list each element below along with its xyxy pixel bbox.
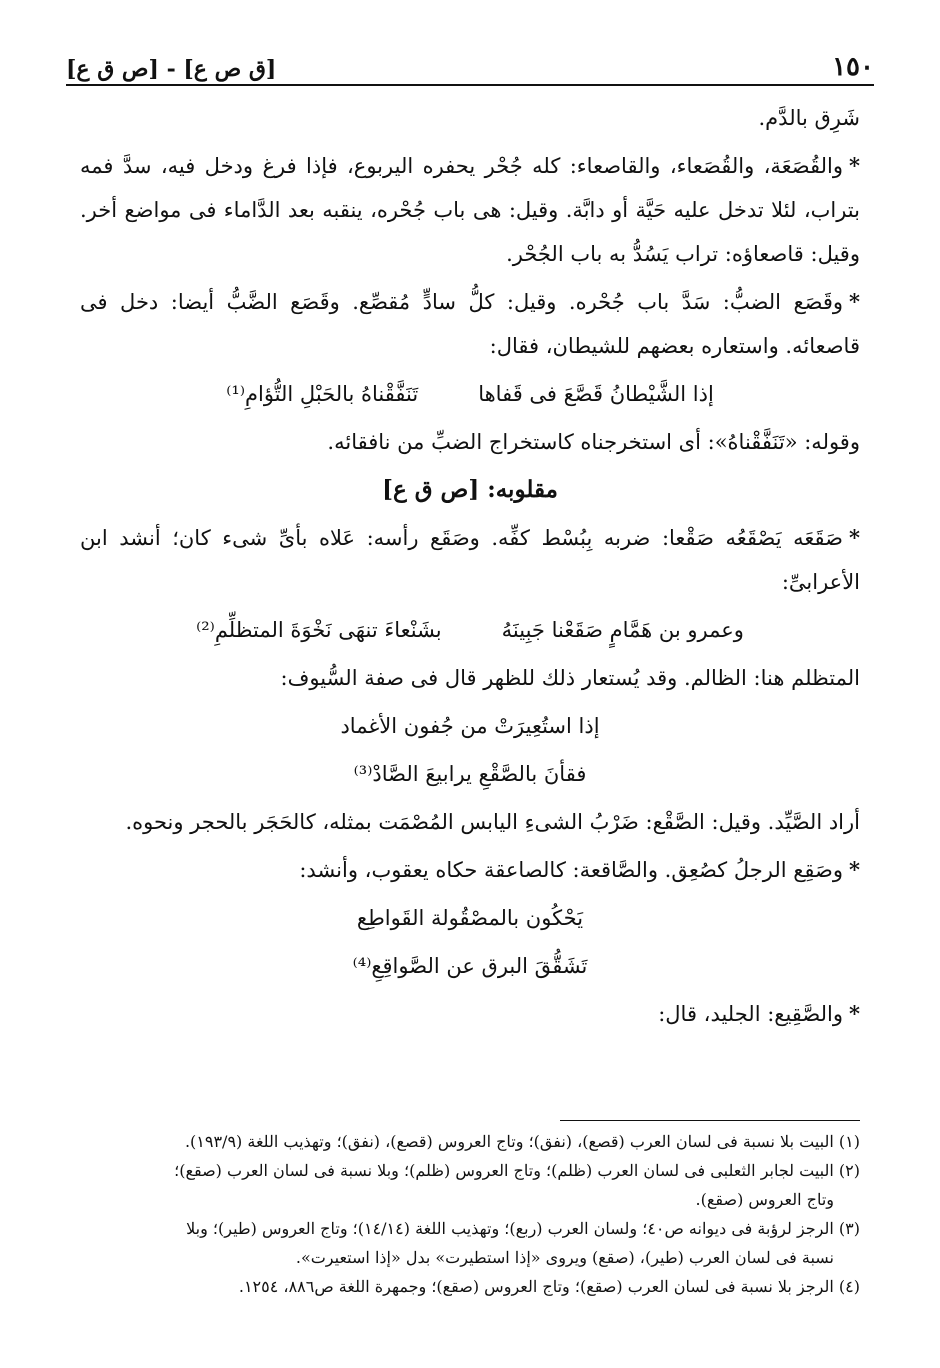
verse-couplet: [80, 608, 860, 652]
paragraph: وقوله: «تَنَفَّقْناهُ»: أى استخرجناه كاستخراج الضبِّ من نافقائه.: [327, 430, 860, 454]
verse-line: تَشَقُّقَ البرق عن الصَّواقِعِ⁽⁴⁾: [352, 954, 588, 978]
paragraph: [80, 280, 860, 368]
paragraph: [80, 848, 860, 892]
paragraph: [80, 992, 860, 1036]
paragraph: [80, 144, 860, 276]
star-marker: *: [849, 153, 860, 178]
footnote: (٢) البيت لجابر الثعلبى فى لسان العرب (ظلم)؛ وتاج العروس (ظلم)؛ وبلا نسبة فى لسان العرب (صقع)؛: [174, 1161, 860, 1180]
verse-hemistich-first: إذا الشَّيْطانُ قَصَّعَ فى قَفاها: [478, 382, 714, 406]
star-marker: *: [849, 289, 860, 314]
section-title: مقلوبه: [ص ق ع]: [382, 476, 558, 503]
star-marker: *: [849, 525, 860, 550]
verse-line: يَحْكُون بالمصْقُولة القَواطِع: [356, 906, 584, 930]
paragraph-text: والقُصَعَة، والقُصَعاء، والقاصعاء: كله جُحْر يحفره اليربوع، فإذا فرغ ودخل فيه، سدَّ فمه بتراب، لئلا تدخل عليه حَيَّة أو دابَّة. وقيل: هى باب جُحْره، ينقبه بعد الدَّاماء فى مواضع أخر. وقيل: قاصعاؤه: تراب يَسُدُّ به باب الجُحْر.: [80, 154, 860, 266]
page-header: [66, 38, 874, 86]
footnote-continuation: وتاج العروس (صقع).: [695, 1190, 834, 1209]
footnote-continuation: نسبة فى لسان العرب (طير)، (صقع) ويروى «إذا استطيرت» بدل «إذا استعيرت».: [295, 1248, 834, 1267]
verse-couplet: [80, 372, 860, 416]
verse-hemistich-second: تَنَفَّقْناهُ بالحَبْلِ التُّؤامِ⁽¹⁾: [226, 382, 419, 406]
paragraph: أراد الصَّيِّد. وقيل: الصَّقْع: ضَرْبُ الشىءِ اليابس المُصْمَت بمثله، كالحَجَر بالحجر ونحوه.: [125, 810, 860, 834]
page-number: ١٥٠: [832, 52, 874, 82]
paragraph: المتظلم هنا: الظالم. وقد يُستعار ذلك للظهر قال فى صفة السُّيوف:: [280, 666, 860, 690]
running-head: [ق ص ع] - [ص ق ع]: [66, 56, 277, 82]
paragraph-text: وقَصَع الضبُّ: سَدَّ باب جُحْره. وقيل: كلُّ سادٍّ مُقصِّع. وقَصَع الضَّبُّ أيضا: دخل فى قاصعائه. واستعاره بعضهم للشيطان، فقال:: [80, 290, 860, 358]
verse-line: إذا استُعِيرَتْ من جُفون الأغماد: [340, 714, 600, 738]
verse-hemistich-second: بشَنْعاءَ تنهَى نَخْوَةَ المتظلِّمِ⁽²⁾: [196, 618, 442, 642]
verse-line: فقأنَ بالصَّقْعِ يرابيعَ الصَّادْ⁽³⁾: [353, 762, 587, 786]
paragraph: [80, 516, 860, 604]
main-text: [80, 96, 860, 1040]
footnote: (٣) الرجز لرؤبة فى ديوانه ص٤٠؛ ولسان العرب (ربع)؛ وتهذيب اللغة (١٤/١٤)؛ وتاج العروس (طير)؛ وبلا: [186, 1219, 860, 1238]
footnote: (١) البيت بلا نسبة فى لسان العرب (قصع)، (نفق)؛ وتاج العروس (قصع)، (نفق)؛ وتهذيب اللغة (١٩٣/٩).: [184, 1132, 860, 1151]
footnotes: [66, 1120, 860, 1301]
paragraph-text: والصَّقِيع: الجليد، قال:: [658, 1002, 844, 1026]
footnote-divider: [560, 1120, 860, 1121]
paragraph: شَرِق بالدَّم.: [758, 106, 860, 130]
footnote: (٤) الرجز بلا نسبة فى لسان العرب (صقع)؛ وتاج العروس (صقع)؛ وجمهرة اللغة ص٨٨٦، ١٢٥٤.: [238, 1277, 860, 1296]
star-marker: *: [849, 857, 860, 882]
verse-hemistich-first: وعمرو بن هَمَّامٍ صَقَعْنا جَبِينَهُ: [501, 618, 744, 642]
paragraph-text: صَقَعَه يَصْقَعُه صَقْعا: ضربه بِبُسْط كفِّه. وصَقَع رأسه: عَلاه بأىِّ شىء كان؛ أنشد ابن الأعرابىِّ:: [80, 526, 860, 594]
paragraph-text: وصَقِع الرجلُ كصُعِق. والصَّاقعة: كالصاعقة حكاه يعقوب، وأنشد:: [299, 858, 844, 882]
star-marker: *: [849, 1001, 860, 1026]
